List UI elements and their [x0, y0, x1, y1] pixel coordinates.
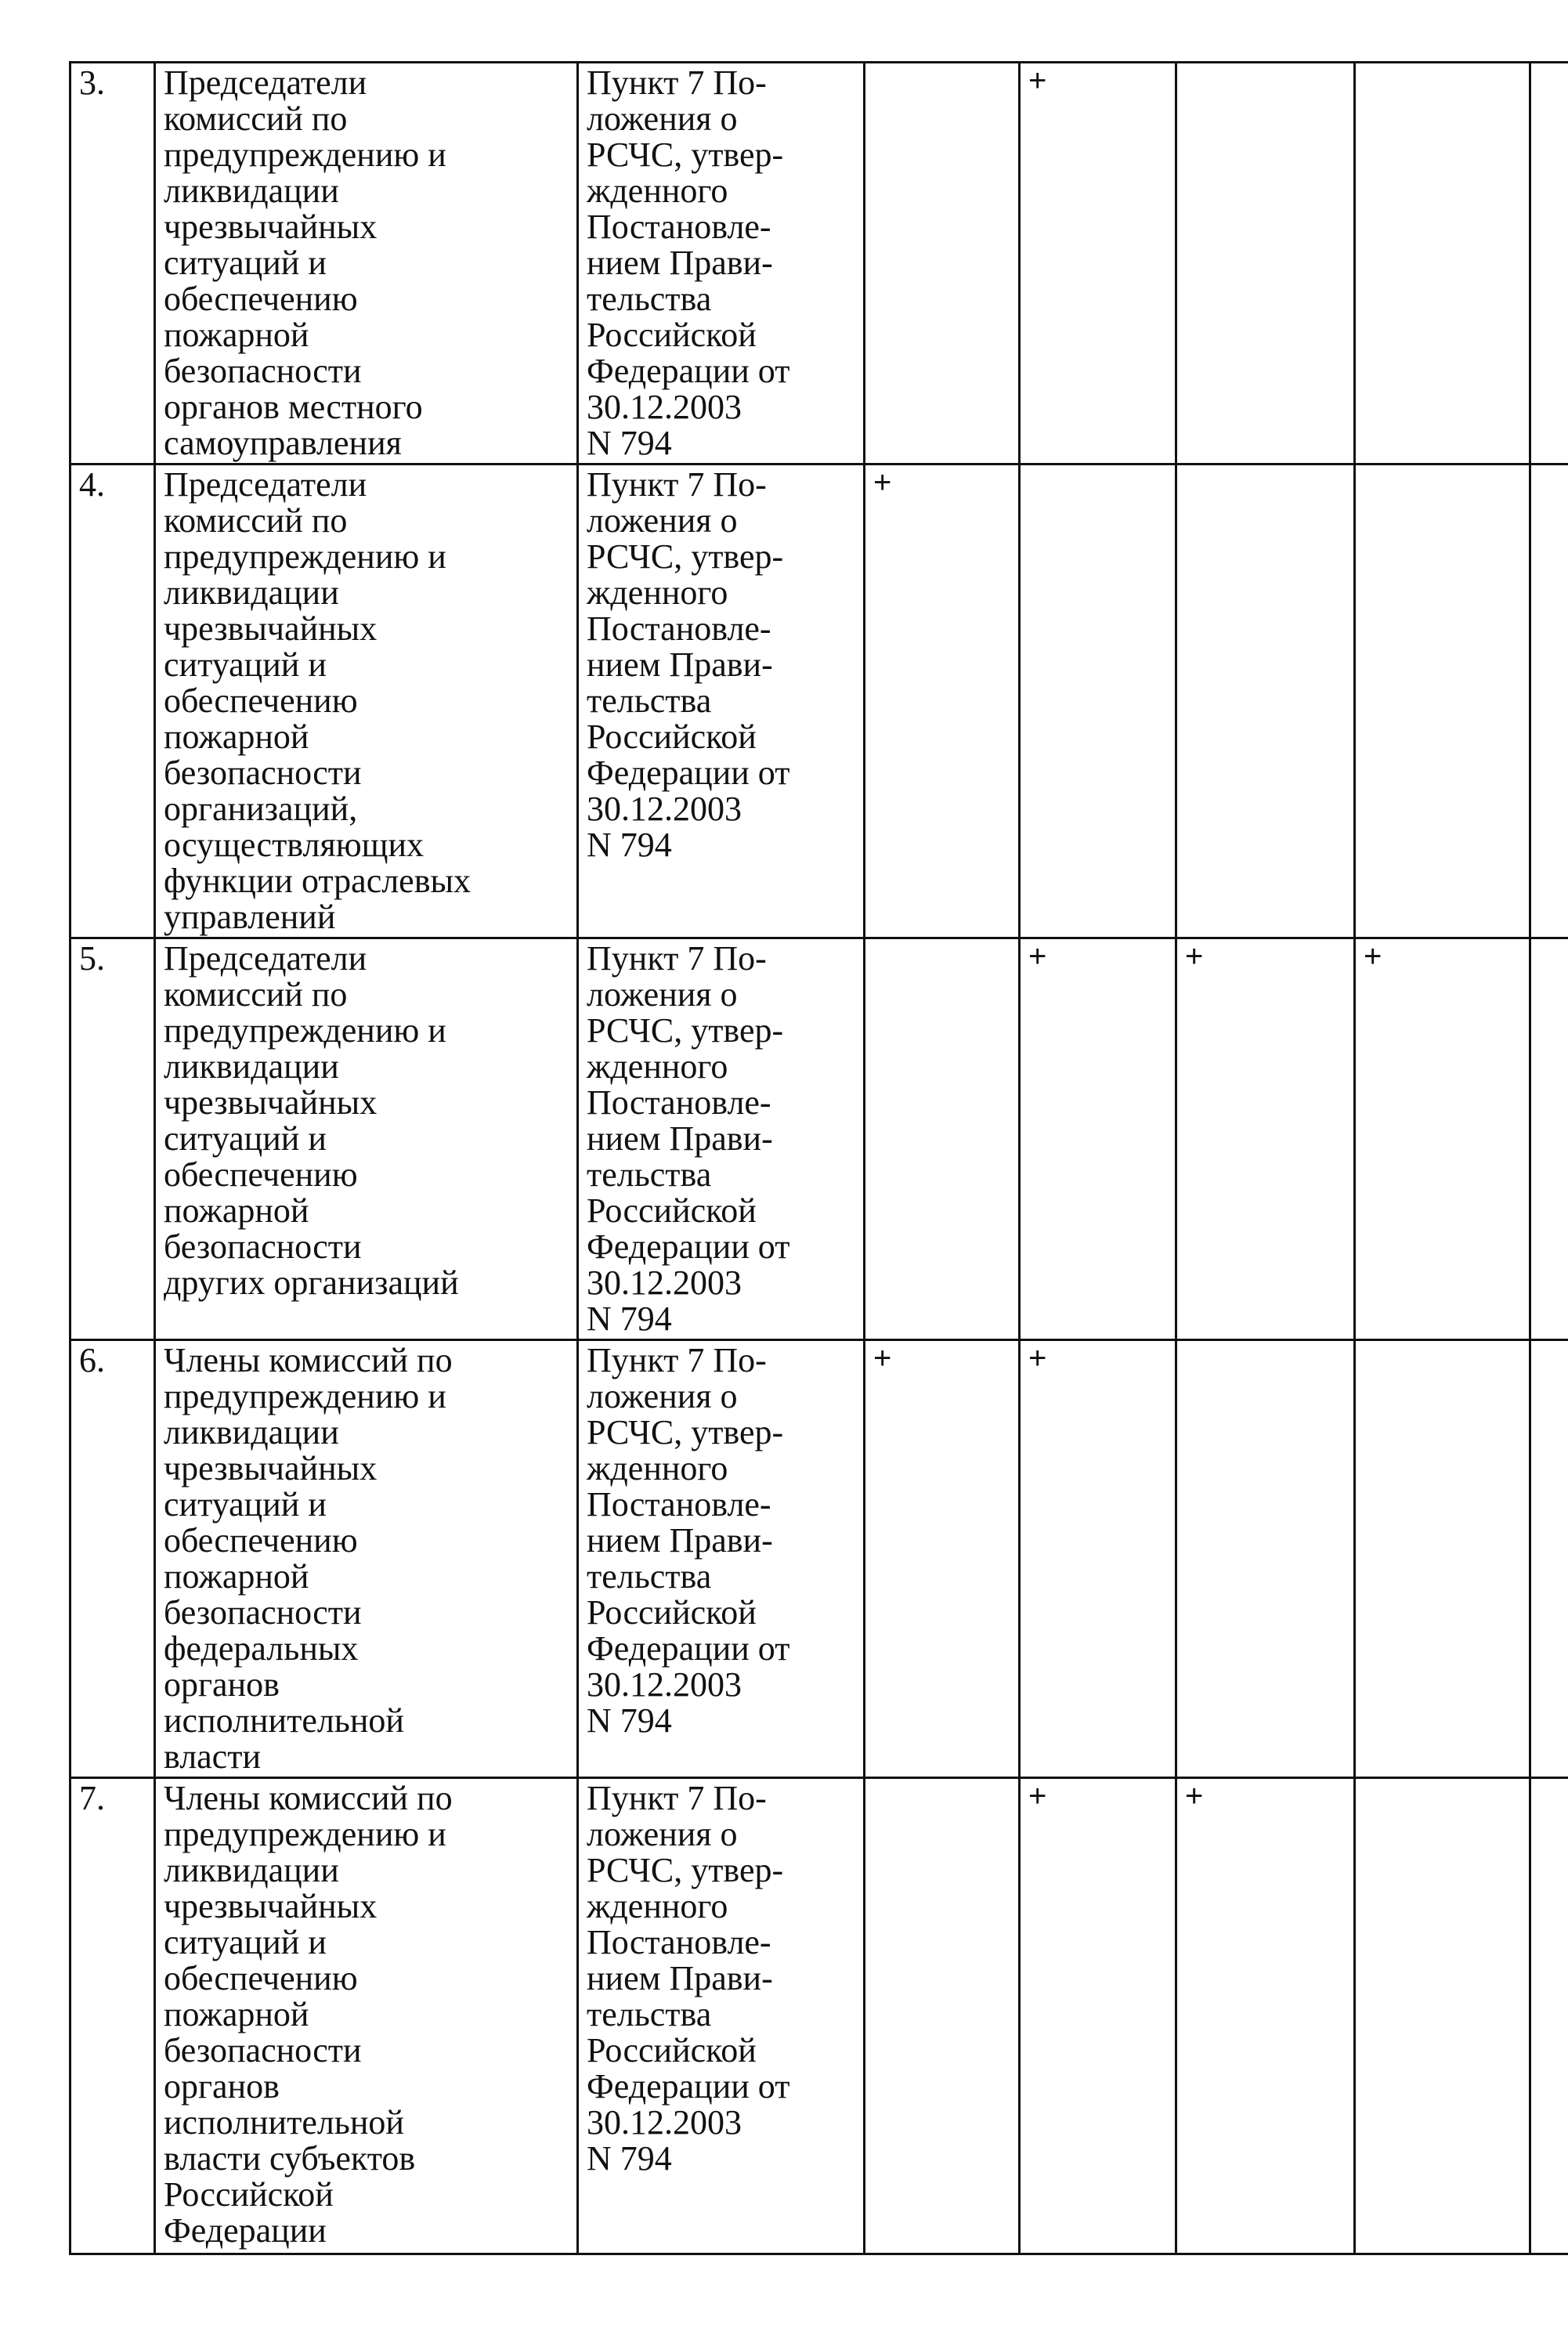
- category-cell: [155, 938, 578, 1340]
- table-row: [70, 63, 1568, 465]
- legal-basis-text: Пункт 7 По- ложения о РСЧС, утвер- жденного Постановле- нием Прави- тельства Российской Федерации от 30.12.2003 N 794: [587, 939, 790, 1338]
- mark-cell: [1530, 63, 1568, 465]
- mark: +: [1028, 1341, 1047, 1375]
- mark: +: [1028, 1779, 1047, 1813]
- mark-cell: [1355, 938, 1530, 1340]
- mark-cell: [1176, 465, 1355, 938]
- mark: [1177, 465, 1353, 468]
- table-row: [70, 1778, 1568, 2254]
- mark-cell: [1176, 1340, 1355, 1778]
- row-number-cell: [70, 938, 155, 1340]
- mark: +: [1185, 939, 1204, 974]
- row-number-cell: [70, 63, 155, 465]
- category-cell: [155, 1778, 578, 2254]
- mark: [1531, 939, 1568, 942]
- row-number-cell: [70, 1778, 155, 2254]
- row-number-cell: [70, 465, 155, 938]
- training-table: [69, 61, 1568, 2255]
- mark-cell: [1530, 465, 1568, 938]
- mark: [1356, 1341, 1529, 1344]
- mark: [865, 939, 1018, 942]
- category-text: Председатели комиссий по предупреждению и ликвидации чрезвычайных ситуаций и обеспечению пожарной безопасности организаций, осуществляющих функции отраслевых управлений: [164, 465, 471, 936]
- category-text: Председатели комиссий по предупреждению и ликвидации чрезвычайных ситуаций и обеспечению пожарной безопасности других организаций: [164, 939, 459, 1302]
- mark-cell: [865, 938, 1020, 1340]
- row-number: 6.: [79, 1341, 105, 1379]
- mark-cell: [1530, 1340, 1568, 1778]
- mark: [1356, 1779, 1529, 1782]
- mark: +: [1185, 1779, 1204, 1813]
- category-text: Члены комиссий по предупреждению и ликвидации чрезвычайных ситуаций и обеспечению пожарной безопасности органов исполнительной власти субъектов Российской Федерации: [164, 1779, 453, 2250]
- mark: [1531, 1341, 1568, 1344]
- mark-cell: [1176, 63, 1355, 465]
- mark-cell: [1020, 465, 1176, 938]
- legal-basis-text: Пункт 7 По- ложения о РСЧС, утвер- жденного Постановле- нием Прави- тельства Российской Федерации от 30.12.2003 N 794: [587, 1341, 790, 1740]
- mark-cell: [1020, 63, 1176, 465]
- row-number: 3.: [79, 63, 105, 102]
- mark-cell: [1020, 938, 1176, 1340]
- mark: [1177, 63, 1353, 67]
- category-text: Председатели комиссий по предупреждению и ликвидации чрезвычайных ситуаций и обеспечению пожарной безопасности органов местного самоуправления: [164, 63, 446, 462]
- mark: +: [873, 465, 892, 500]
- category-cell: [155, 63, 578, 465]
- row-number: 5.: [79, 939, 105, 978]
- legal-basis-text: Пункт 7 По- ложения о РСЧС, утвер- жденного Постановле- нием Прави- тельства Российской Федерации от 30.12.2003 N 794: [587, 63, 790, 462]
- legal-basis-text: Пункт 7 По- ложения о РСЧС, утвер- жденного Постановле- нием Прави- тельства Российской Федерации от 30.12.2003 N 794: [587, 465, 790, 864]
- mark: [1356, 63, 1529, 67]
- mark-cell: [865, 465, 1020, 938]
- legal-basis-cell: [578, 1340, 865, 1778]
- mark-cell: [1020, 1340, 1176, 1778]
- legal-basis-cell: [578, 63, 865, 465]
- table-row: [70, 1340, 1568, 1778]
- mark: [1531, 465, 1568, 468]
- mark-cell: [1176, 1778, 1355, 2254]
- mark-cell: [1355, 1778, 1530, 2254]
- legal-basis-cell: [578, 938, 865, 1340]
- row-number: 7.: [79, 1779, 105, 1817]
- mark: [1531, 63, 1568, 67]
- mark: [865, 1779, 1018, 1782]
- mark: +: [1028, 939, 1047, 974]
- table-row: [70, 938, 1568, 1340]
- legal-basis-cell: [578, 465, 865, 938]
- mark-cell: [1355, 465, 1530, 938]
- row-number-cell: [70, 1340, 155, 1778]
- mark: [1177, 1341, 1353, 1344]
- row-number: 4.: [79, 465, 105, 504]
- mark: [865, 63, 1018, 67]
- legal-basis-text: Пункт 7 По- ложения о РСЧС, утвер- жденного Постановле- нием Прави- тельства Российской Федерации от 30.12.2003 N 794: [587, 1779, 790, 2178]
- category-text: Члены комиссий по предупреждению и ликвидации чрезвычайных ситуаций и обеспечению пожарной безопасности федеральных органов исполнительной власти: [164, 1341, 453, 1776]
- mark: [1021, 465, 1175, 468]
- mark-cell: [1355, 1340, 1530, 1778]
- mark: +: [873, 1341, 892, 1375]
- category-cell: [155, 1340, 578, 1778]
- mark: [1356, 465, 1529, 468]
- mark: +: [1028, 63, 1047, 98]
- table-row: [70, 465, 1568, 938]
- mark: +: [1364, 939, 1382, 974]
- mark-cell: [865, 1778, 1020, 2254]
- mark-cell: [865, 1340, 1020, 1778]
- category-cell: [155, 465, 578, 938]
- mark-cell: [1355, 63, 1530, 465]
- mark-cell: [1530, 1778, 1568, 2254]
- mark-cell: [1176, 938, 1355, 1340]
- mark-cell: [865, 63, 1020, 465]
- mark: [1531, 1779, 1568, 1782]
- mark-cell: [1530, 938, 1568, 1340]
- mark-cell: [1020, 1778, 1176, 2254]
- legal-basis-cell: [578, 1778, 865, 2254]
